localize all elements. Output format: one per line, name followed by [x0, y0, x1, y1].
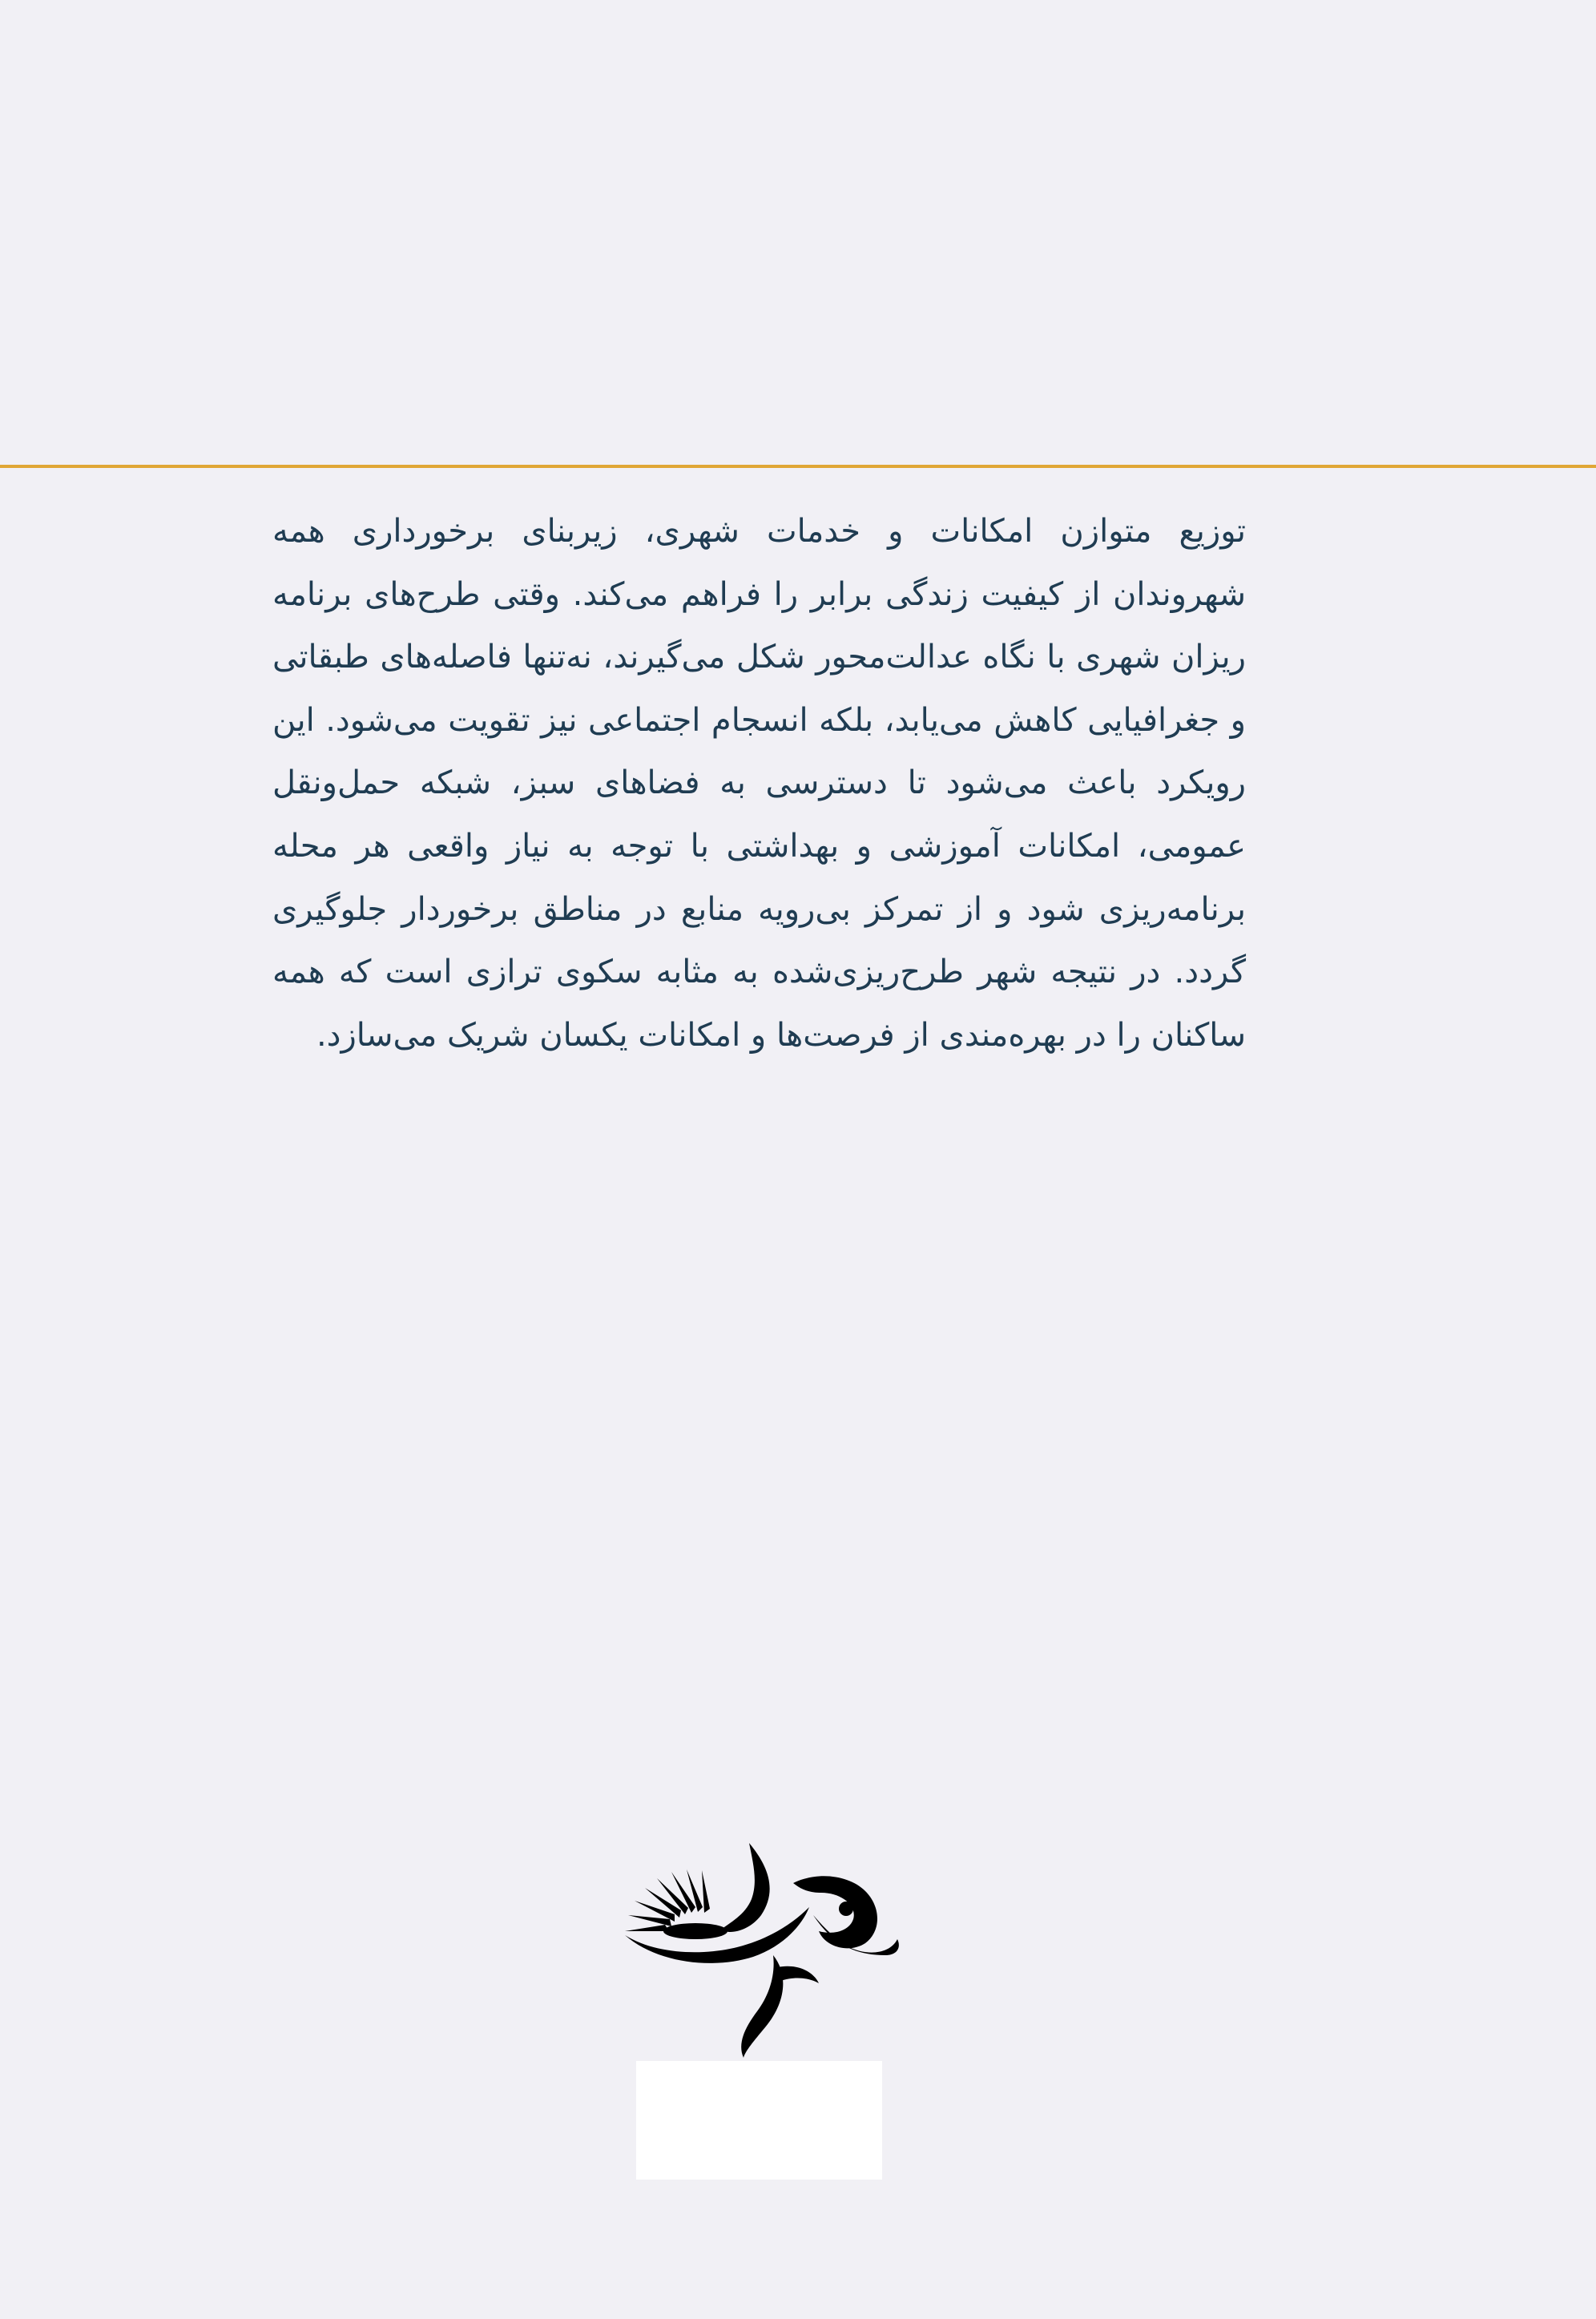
publisher-logo-icon [609, 1835, 901, 2059]
horizontal-rule [0, 465, 1596, 468]
sunburst-icon [625, 1869, 727, 1939]
calligraphy-mark [625, 1843, 899, 2058]
back-cover-paragraph: توزیع متوازن امکانات و خدمات شهری، زیربنای برخورداری همه شهروندان از کیفیت زندگی برابر را فراهم می‌کند. وقتی طرح‌های برنامه ریزان شهری با نگاه عدالت‌محور شکل می‌گیرند، نه‌تنها فاصله‌های طبقاتی و جغرافیایی کاهش می‌یابد، بلکه انسجام اجتماعی نیز تقویت می‌شود. این رویکرد باعث می‌شود تا دسترسی به فضاهای سبز، شبکه حمل‌ونقل عمومی، امکانات آموزشی و بهداشتی با توجه به نیاز واقعی هر محله برنامه‌ریزی شود و از تمرکز بی‌رویه منابع در مناطق برخوردار جلوگیری گردد. در نتیجه شهر طرح‌ریزی‌شده به مثابه سکوی ترازی است که همه ساکنان را در بهره‌مندی از فرصت‌ها و امکانات یکسان شریک می‌سازد. [272, 513, 1246, 1054]
blank-label-box [636, 2061, 882, 2180]
